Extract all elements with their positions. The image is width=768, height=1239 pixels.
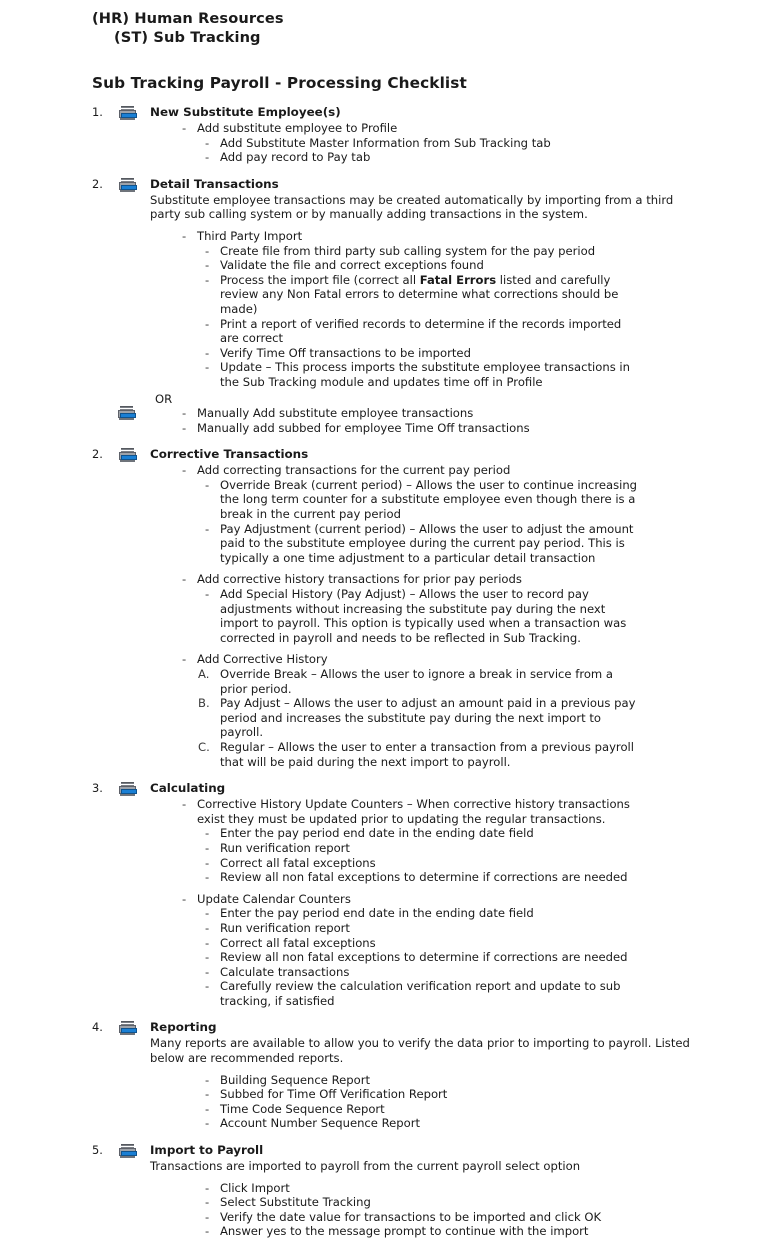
list-dash-icon: - <box>205 1209 210 1224</box>
list-item <box>92 950 768 965</box>
list-dash-icon: - <box>205 1101 210 1116</box>
list-item-text: Update – This process imports the substitute employee transactions in the Sub Tracking module and updates time off in Profile <box>220 360 630 389</box>
list-dash-icon: - <box>205 1072 210 1087</box>
list-spacer <box>92 885 768 892</box>
header-line-module: (ST) Sub Tracking <box>114 29 261 46</box>
list-item <box>92 652 768 667</box>
list-item <box>92 696 768 740</box>
list-dash-icon: - <box>205 920 210 935</box>
list-item-text: Update Calendar Counters <box>197 891 351 906</box>
list-item-text: Subbed for Time Off Verification Report <box>220 1087 448 1102</box>
list-item-text: Manually Add substitute employee transactions <box>197 406 474 421</box>
list-item-text: Calculate transactions <box>220 964 350 979</box>
list-dash-icon: - <box>205 855 210 870</box>
list-dash-icon: - <box>205 1180 210 1195</box>
list-item <box>92 936 768 951</box>
alternative-path-block <box>92 392 768 436</box>
list-item <box>92 121 768 136</box>
list-item <box>92 273 768 317</box>
list-dash-icon: - <box>205 258 210 273</box>
list-item-text: Add Special History (Pay Adjust) – Allows the user to record pay adjustments without increasing the substitute pay during the next import to payroll. This option is typically used when a transaction was corrected in payroll and needs to be reflected in Sub Tracking. <box>220 587 627 645</box>
section-number: 3. <box>92 781 103 796</box>
list-dash-icon: - <box>205 587 210 602</box>
list-dash-icon: - <box>205 243 210 258</box>
checklist-sections <box>0 105 768 1239</box>
list-item <box>92 258 768 273</box>
list-dash-icon: - <box>205 477 210 492</box>
list-item-text: Validate the file and correct exceptions found <box>220 258 484 273</box>
printer-icon <box>118 178 139 193</box>
list-item-text-part: Process the import file (correct all <box>220 272 420 287</box>
list-spacer <box>92 565 768 572</box>
list-dash-icon: - <box>205 360 210 375</box>
section-number: 4. <box>92 1020 103 1035</box>
list-dash-icon: - <box>205 272 210 287</box>
page-title: Sub Tracking Payroll - Processing Checklist <box>92 74 467 92</box>
list-item-text: Add substitute employee to Profile <box>197 121 398 135</box>
list-item-text: Corrective History Update Counters – When corrective history transactions exist they must be updated prior to updating the regular transactions. <box>197 797 630 826</box>
section-title: New Substitute Employee(s) <box>150 105 341 119</box>
emphasis-fatal-errors: Fatal Errors <box>419 272 497 287</box>
section-title: Reporting <box>150 1020 217 1035</box>
list-item <box>92 522 768 566</box>
list-item <box>92 587 768 645</box>
list-item-text: Print a report of verified records to determine if the records imported are correct <box>220 316 622 346</box>
list-dash-icon: - <box>205 135 210 150</box>
list-item <box>92 229 768 244</box>
paragraph-spacer <box>92 1066 768 1073</box>
list-item <box>92 136 768 151</box>
section-header <box>92 781 768 797</box>
or-label: OR <box>155 391 173 406</box>
list-item-text: Third Party Import <box>197 228 303 243</box>
list-item <box>92 797 768 826</box>
section-header <box>92 1143 768 1159</box>
printer-icon <box>118 1021 139 1036</box>
section-title: Calculating <box>150 781 226 796</box>
section-header <box>92 105 768 121</box>
list-item-text: Review all non fatal exceptions to determine if corrections are needed <box>220 870 628 885</box>
list-dash-icon: - <box>205 1087 210 1102</box>
list-item-text: Time Code Sequence Report <box>220 1101 385 1116</box>
list-item <box>92 1073 768 1088</box>
list-item <box>92 244 768 259</box>
list-item-text: Answer yes to the message prompt to continue with the import <box>220 1224 589 1239</box>
list-item-text: Account Number Sequence Report <box>220 1116 421 1131</box>
section-paragraph: Transactions are imported to payroll from the current payroll select option <box>150 1159 581 1174</box>
list-item-text: Add corrective history transactions for prior pay periods <box>197 572 522 587</box>
list-item <box>92 892 768 907</box>
list-dash-icon: - <box>205 840 210 855</box>
list-dash-icon: - <box>182 572 187 587</box>
list-item-text: Building Sequence Report <box>220 1072 371 1087</box>
list-item-text <box>220 273 642 317</box>
list-item-text: Run verification report <box>220 920 350 935</box>
header-line-department: (HR) Human Resources <box>92 10 284 27</box>
list-dash-icon: - <box>182 420 187 435</box>
list-item <box>92 965 768 980</box>
list-item <box>92 841 768 856</box>
list-spacer <box>92 645 768 652</box>
list-item <box>92 1116 768 1131</box>
section-number: 1. <box>92 105 103 119</box>
list-item-text: Override Break – Allows the user to ignore a break in service from a prior period. <box>220 667 614 696</box>
list-item-text: Review all non fatal exceptions to determine if corrections are needed <box>220 950 628 965</box>
list-item-text: Add Substitute Master Information from Sub Tracking tab <box>220 135 551 150</box>
list-item <box>92 979 768 1008</box>
list-item-text: Add Corrective History <box>197 652 328 667</box>
list-item <box>92 463 768 478</box>
list-dash-icon: - <box>205 1116 210 1131</box>
checklist-section <box>0 105 768 165</box>
list-dash-icon: - <box>205 521 210 536</box>
list-item <box>92 1210 768 1225</box>
list-item <box>92 1181 768 1196</box>
checklist-section <box>0 177 768 436</box>
list-item <box>92 1195 768 1210</box>
section-header <box>92 1020 768 1036</box>
list-item <box>92 360 768 389</box>
section-number: 2. <box>92 447 103 462</box>
list-item-text: Select Substitute Tracking <box>220 1195 371 1210</box>
list-dash-icon: - <box>205 935 210 950</box>
list-item-text: Manually add subbed for employee Time Off transactions <box>197 420 530 435</box>
list-dash-icon: - <box>205 1224 210 1239</box>
list-item <box>92 406 768 421</box>
list-item <box>92 906 768 921</box>
section-title: Corrective Transactions <box>150 447 309 462</box>
list-item <box>92 740 768 769</box>
section-paragraph: Substitute employee transactions may be created automatically by importing from a third party sub calling system or by manually adding transactions in the system. <box>150 192 674 222</box>
section-title: Detail Transactions <box>150 176 279 191</box>
list-dash-icon: - <box>205 826 210 841</box>
list-dash-icon: - <box>205 150 210 165</box>
section-number: 2. <box>92 176 103 191</box>
list-item <box>92 317 768 346</box>
list-item <box>92 346 768 361</box>
printer-icon <box>118 1144 139 1159</box>
list-dash-icon: - <box>205 870 210 885</box>
list-item-text-part: listed and carefully review any Non Fatal errors to determine what corrections should be made) <box>220 272 619 316</box>
list-item-text: Create file from third party sub calling system for the pay period <box>220 243 596 258</box>
checklist-section <box>0 781 768 1008</box>
list-item-text: Verify Time Off transactions to be imported <box>220 345 471 360</box>
list-dash-icon: - <box>182 891 187 906</box>
list-item <box>92 826 768 841</box>
list-marker-letter: B. <box>198 696 210 711</box>
document-header <box>0 0 768 47</box>
list-item <box>92 572 768 587</box>
list-item-text: Run verification report <box>220 840 350 855</box>
list-item-text: Add correcting transactions for the current pay period <box>197 463 511 478</box>
checklist-section <box>0 1020 768 1131</box>
printer-icon <box>118 782 139 797</box>
list-item-text: Enter the pay period end date in the ending date field <box>220 906 534 921</box>
list-dash-icon: - <box>182 406 187 421</box>
list-dash-icon: - <box>205 906 210 921</box>
list-item <box>92 1224 768 1239</box>
section-number: 5. <box>92 1143 103 1158</box>
list-dash-icon: - <box>205 316 210 331</box>
list-dash-icon: - <box>182 797 187 812</box>
section-paragraph: Many reports are available to allow you to verify the data prior to importing to payroll. Listed below are recommended reports. <box>150 1036 690 1066</box>
list-item-text: Correct all fatal exceptions <box>220 855 376 870</box>
list-item-text: Enter the pay period end date in the ending date field <box>220 826 534 841</box>
list-dash-icon: - <box>182 121 187 135</box>
checklist-section <box>0 447 768 769</box>
section-header <box>92 177 768 193</box>
list-dash-icon: - <box>205 979 210 994</box>
section-header <box>92 447 768 463</box>
list-marker-letter: C. <box>198 739 210 754</box>
list-item-text: Correct all fatal exceptions <box>220 935 376 950</box>
list-item-text: Override Break (current period) – Allows the user to continue increasing the long term counter for a substitute employee even though there is a break in the current pay period <box>220 477 638 522</box>
list-item-text: Pay Adjustment (current period) – Allows the user to adjust the amount paid to the substitute employee during the current pay period. This is typically a one time adjustment to a particular detail transaction <box>220 521 634 565</box>
list-dash-icon: - <box>205 1195 210 1210</box>
list-dash-icon: - <box>205 345 210 360</box>
paragraph-spacer <box>92 222 768 229</box>
list-item-text: Add pay record to Pay tab <box>220 150 371 165</box>
list-item-text: Pay Adjust – Allows the user to adjust an amount paid in a previous pay period and increases the substitute pay during the next import to payroll. <box>220 696 636 740</box>
list-item <box>92 150 768 165</box>
checklist-section <box>0 1143 768 1239</box>
list-dash-icon: - <box>182 652 187 667</box>
section-title: Import to Payroll <box>150 1143 264 1158</box>
paragraph-spacer <box>92 1174 768 1181</box>
list-item <box>92 667 768 696</box>
list-item <box>92 870 768 885</box>
list-item <box>92 921 768 936</box>
list-item <box>92 856 768 871</box>
printer-icon <box>118 448 139 463</box>
list-item-text: Click Import <box>220 1180 290 1195</box>
list-dash-icon: - <box>205 950 210 965</box>
list-marker-letter: A. <box>198 667 210 681</box>
list-dash-icon: - <box>182 463 187 478</box>
list-dash-icon: - <box>205 964 210 979</box>
list-item-text: Regular – Allows the user to enter a transaction from a previous payroll that will be paid during the next import to payroll. <box>220 739 634 769</box>
list-item <box>92 1087 768 1102</box>
list-item-text: Carefully review the calculation verification report and update to sub tracking, if satisfied <box>220 979 621 1008</box>
list-item-text: Verify the date value for transactions to be imported and click OK <box>220 1209 602 1224</box>
printer-icon <box>118 106 139 121</box>
list-dash-icon: - <box>182 228 187 243</box>
list-item <box>92 478 768 522</box>
list-item <box>92 1102 768 1117</box>
list-item <box>92 421 768 436</box>
